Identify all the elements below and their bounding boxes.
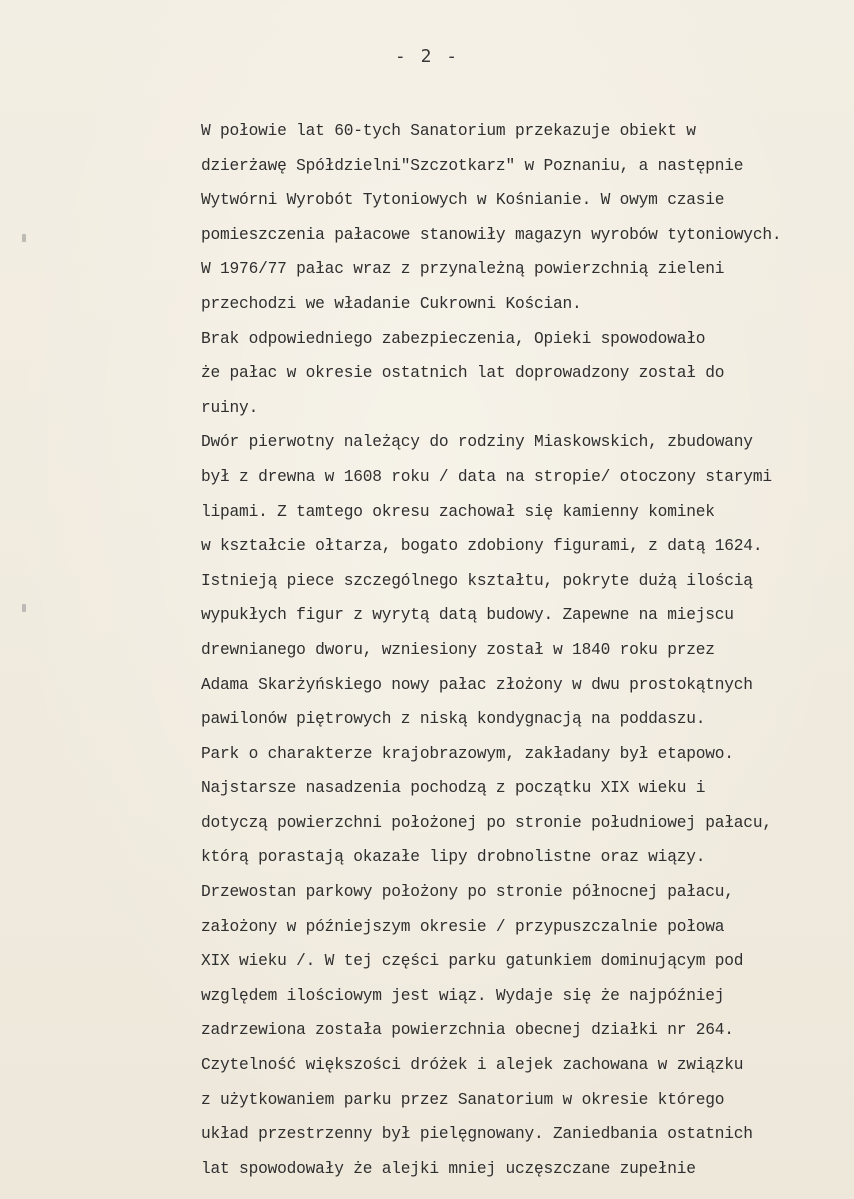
text-line: Wytwórni Wyrobót Tytoniowych w Kośnianie. W owym czasie [201,191,725,210]
margin-mark [22,234,26,242]
text-line: Najstarsze nasadzenia pochodzą z początku XIX wieku i [201,779,706,798]
text-line: ruiny. [201,398,259,417]
page-number: - 2 - [394,46,460,67]
text-line: założony w późniejszym okresie / przypuszczalnie połowa [201,917,725,936]
text-line: Istnieją piece szczególnego kształtu, pokryte dużą ilością [201,571,753,590]
text-line: Adama Skarżyńskiego nowy pałac złożony w dwu prostokątnych [201,675,753,694]
text-line: Drzewostan parkowy położony po stronie północnej pałacu, [201,883,734,902]
text-line: układ przestrzenny był pielęgnowany. Zaniedbania ostatnich [201,1125,753,1144]
text-line: dzierżawę Spółdzielni"Szczotkarz" w Poznaniu, a następnie [201,156,744,175]
text-line: zadrzewiona została powierzchnia obecnej działki nr 264. [201,1021,734,1040]
text-line: Park o charakterze krajobrazowym, zakładany był etapowo. [201,744,734,763]
text-line: Brak odpowiedniego zabezpieczenia, Opieki spowodowało [201,329,706,348]
text-line: którą porastają okazałe lipy drobnolistne oraz wiązy. [201,848,706,867]
text-line: drewnianego dworu, wzniesiony został w 1840 roku przez [201,640,715,659]
text-line: pomieszczenia pałacowe stanowiły magazyn wyrobów tytoniowych. [201,225,782,244]
text-line: wypukłych figur z wyrytą datą budowy. Zapewne na miejscu [201,606,734,625]
typed-text-body [201,114,841,1186]
text-line: lipami. Z tamtego okresu zachował się kamienny kominek [201,502,715,521]
text-line: że pałac w okresie ostatnich lat doprowadzony został do [201,364,725,383]
text-line: W połowie lat 60-tych Sanatorium przekazuje obiekt w [201,122,696,140]
text-line: z użytkowaniem parku przez Sanatorium w okresie którego [201,1090,725,1109]
text-line: W 1976/77 pałac wraz z przynależną powierzchnią zieleni [201,260,725,279]
text-line: Czytelność większości dróżek i alejek zachowana w związku [201,1056,744,1075]
text-line: XIX wieku /. W tej części parku gatunkiem dominującym pod [201,952,744,971]
text-line: przechodzi we władanie Cukrowni Kościan. [201,294,582,313]
text-line: w kształcie ołtarza, bogato zdobiony figurami, z datą 1624. [201,537,763,556]
text-line: lat spowodowały że alejki mniej uczęszczane zupełnie [201,1159,696,1178]
text-line: był z drewna w 1608 roku / data na stropie/ otoczony starymi [201,467,772,486]
text-line: względem ilościowym jest wiąz. Wydaje się że najpóźniej [201,986,725,1005]
text-line: Dwór pierwotny należący do rodziny Miaskowskich, zbudowany [201,433,753,452]
margin-mark [22,604,26,612]
text-line: dotyczą powierzchni położonej po stronie południowej pałacu, [201,813,772,832]
text-line: pawilonów piętrowych z niską kondygnacją na poddaszu. [201,710,706,729]
